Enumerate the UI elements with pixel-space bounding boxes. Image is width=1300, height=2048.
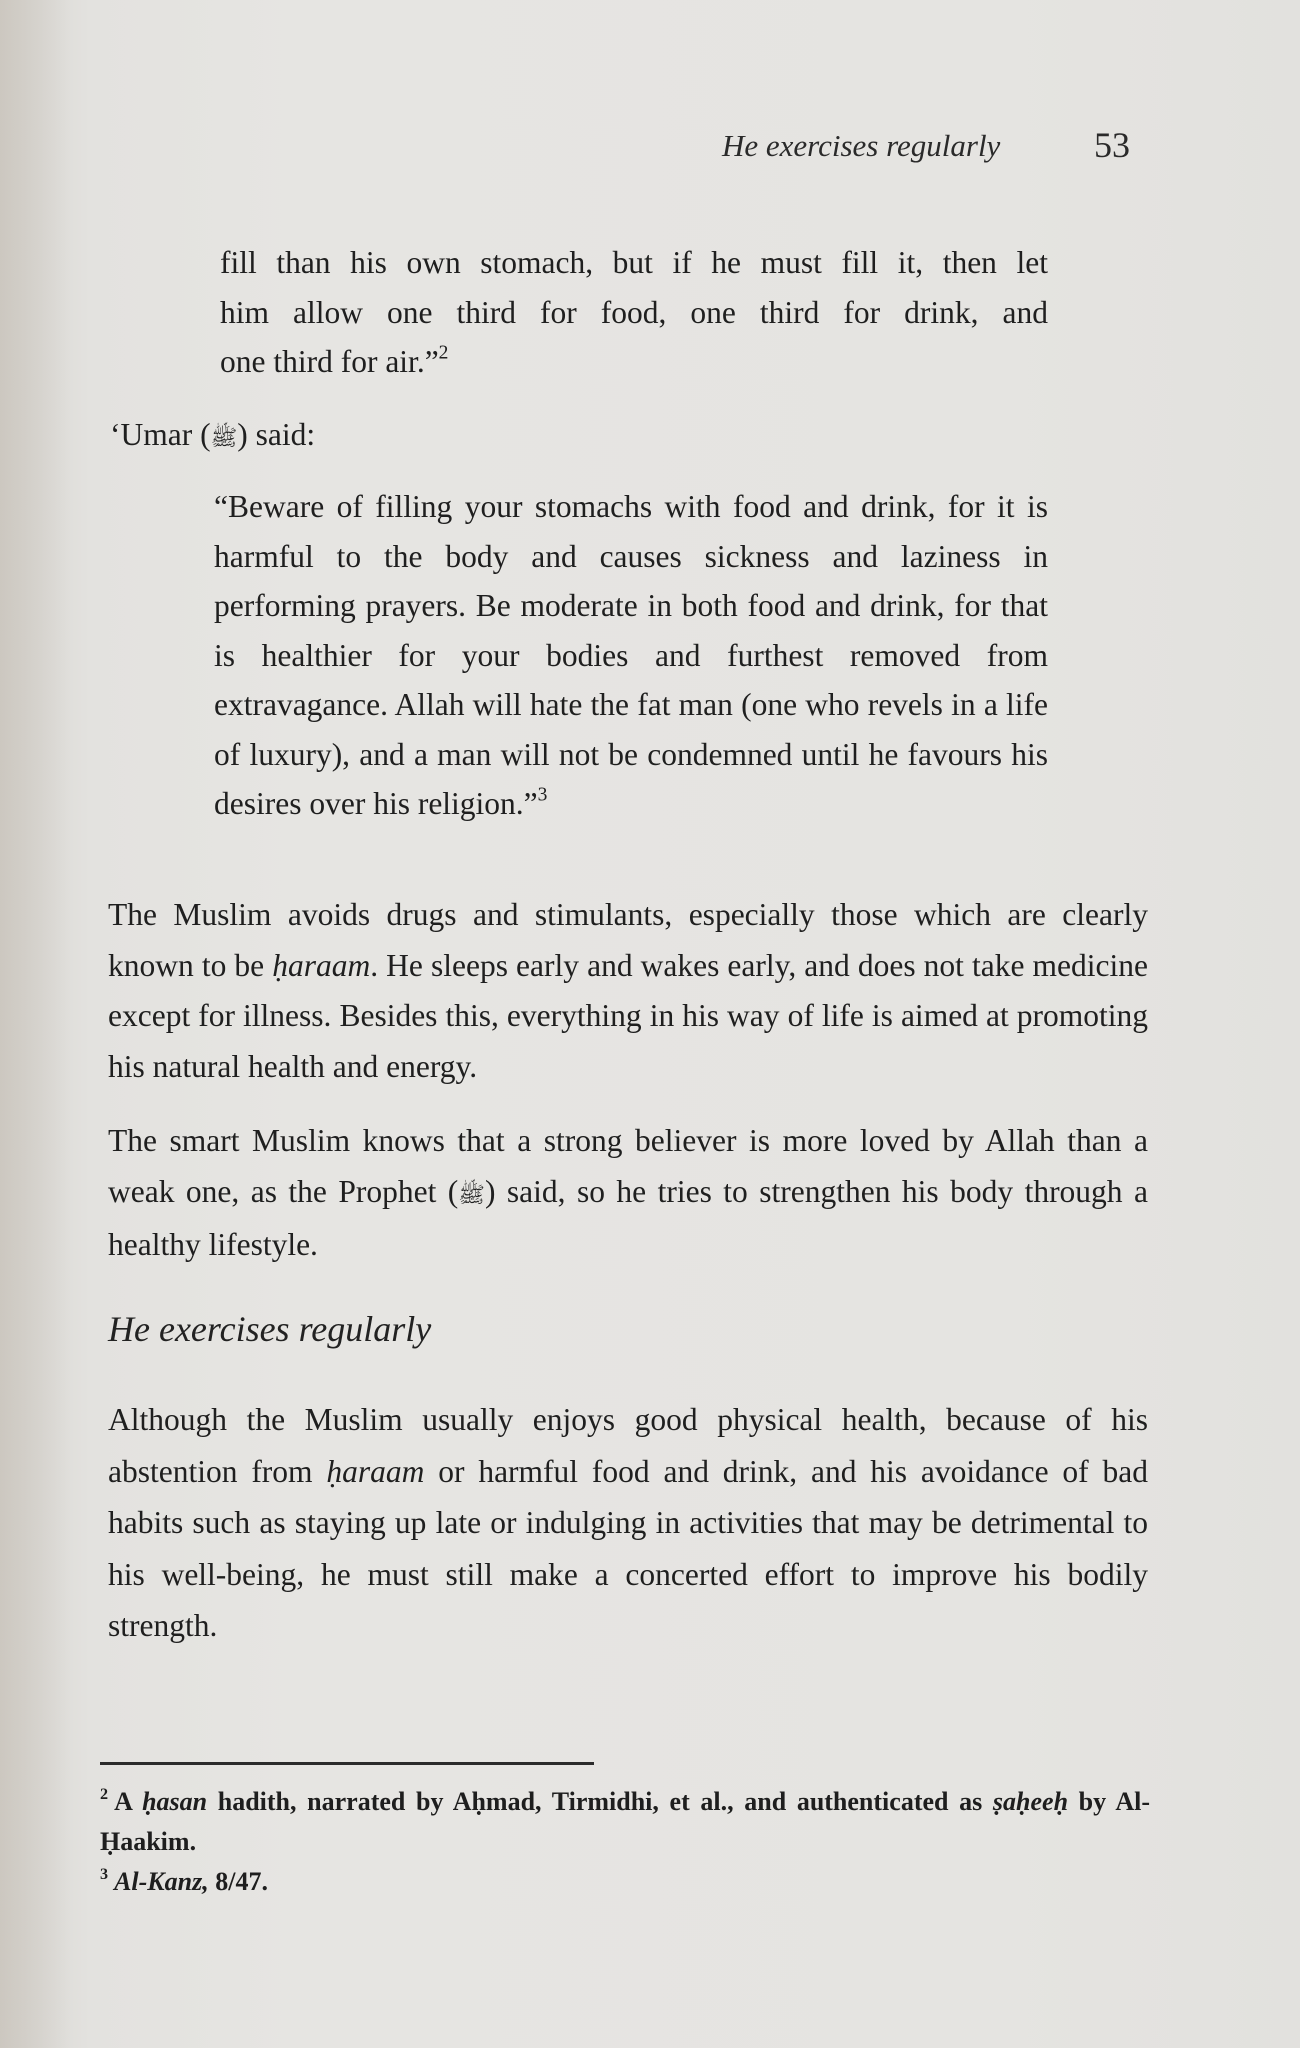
honorific-glyph-icon: ﷺ xyxy=(210,425,238,450)
running-head xyxy=(0,122,1300,172)
paragraph-text: Although the Muslim usually enjoys good physical health, because of his abstention from xyxy=(108,1402,1148,1489)
page-number: 53 xyxy=(1094,125,1130,165)
footnote-3 xyxy=(100,1862,1150,1902)
running-head-title: He exercises regularly xyxy=(722,128,1001,163)
italic-term: ḥaraam xyxy=(272,947,371,983)
italic-term: Al-Kanz, xyxy=(114,1867,209,1896)
footnote-text: 8/47. xyxy=(208,1867,268,1896)
honorific-glyph-icon: ﷺ xyxy=(458,1181,485,1207)
footnote-text: hadith, narrated by Aḥmad, Tirmidhi, et al., and authenticated as xyxy=(207,1787,993,1816)
section-heading: He exercises regularly xyxy=(108,1309,432,1349)
paragraph-text: The Muslim avoids drugs and stimulants, especially those which are clearly known to be xyxy=(108,897,1148,983)
footnote-text: by Al-Ḥaakim. xyxy=(100,1787,1151,1856)
attribution-suffix: ) said: xyxy=(237,417,316,452)
gutter-shadow xyxy=(0,0,70,2048)
paragraph-text: The smart Muslim knows that a strong believer is more loved by Allah than a weak one, as the Prophet ( xyxy=(108,1123,1148,1209)
italic-term: ṣaḥeeḥ xyxy=(992,1787,1069,1816)
footnote-number: 3 xyxy=(100,1865,109,1883)
italic-term: ḥasan xyxy=(142,1787,208,1816)
quote-line: fill than his own stomach, but if he must fill it, then let xyxy=(220,245,1048,280)
footnotes xyxy=(100,1782,1150,1902)
quote-line-last xyxy=(220,337,1048,387)
paragraph-exercise xyxy=(108,1394,1148,1652)
paragraph-text: . He sleeps early and wakes early, and does not take medicine except for illness. Besides this, everything in his way of life is aimed at promoting his natural health and energy. xyxy=(108,947,1148,1084)
quote-line: him allow one third for food, one third for drink, and xyxy=(220,294,1048,330)
umar-quote-text: “Beware of filling your stomachs with food and drink, for it is harmful to the body and causes sickness and laziness in performing prayers. Be moderate in both food and drink, for that is healthier for your bodies and furthest removed from extravagance. Allah will hate the fat man (one who revels in a life of luxury), and a man will not be condemned until he favours his desires over his religion.” xyxy=(214,489,1048,821)
attribution-line xyxy=(110,410,710,463)
footnote-divider xyxy=(100,1762,594,1765)
paragraph-text: ) said, so he tries to strengthen his body through a healthy lifestyle. xyxy=(108,1173,1148,1262)
italic-term: ḥaraam xyxy=(326,1453,425,1489)
paragraph-text: or harmful food and drink, and his avoidance of bad habits such as staying up late or indulging in activities that may be detrimental to his well-being, he must still make a concerted effort to improve his bodily strength. xyxy=(108,1453,1148,1643)
quote-line-text: one third for air.” xyxy=(220,344,439,379)
umar-quote xyxy=(214,482,1048,829)
quote-continuation xyxy=(220,238,1048,387)
paragraph-drugs xyxy=(108,890,1148,1092)
footnote-number: 2 xyxy=(100,1785,109,1803)
footnote-text: A xyxy=(114,1787,143,1816)
attribution-prefix: ‘Umar ( xyxy=(110,417,211,452)
paragraph-strong-believer xyxy=(108,1116,1148,1271)
footnote-ref-2[interactable]: 2 xyxy=(438,342,449,364)
footnote-2 xyxy=(100,1782,1150,1862)
footnote-ref-3[interactable]: 3 xyxy=(537,784,548,806)
